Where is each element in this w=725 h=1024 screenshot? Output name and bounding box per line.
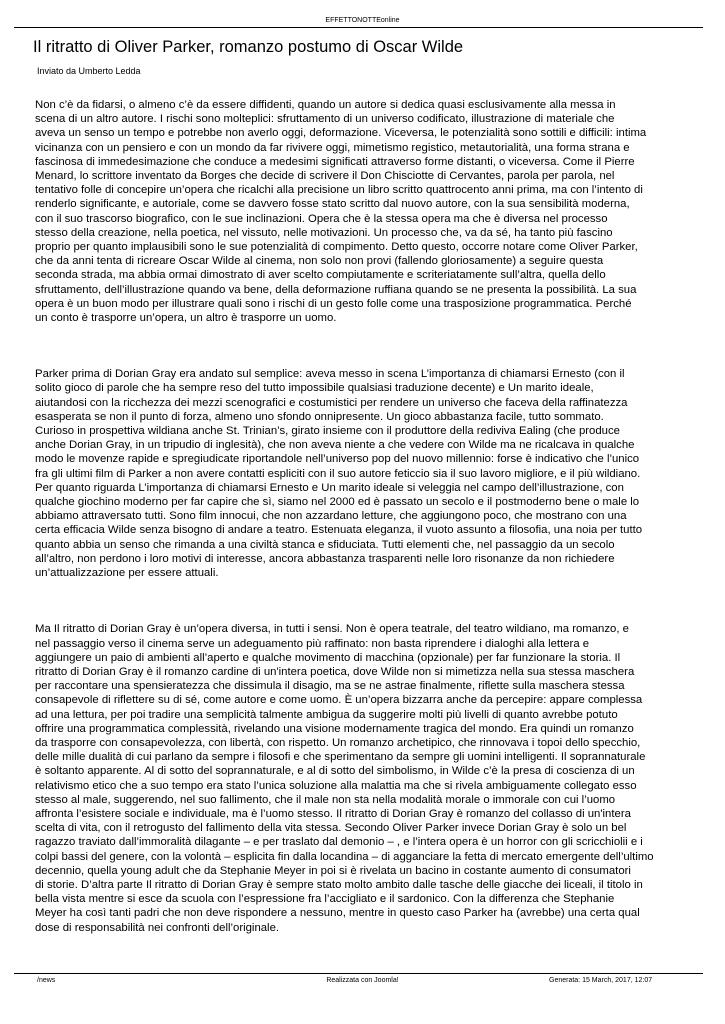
article-byline: Inviato da Umberto Ledda: [37, 66, 141, 76]
paragraph-line: vicinanza con un pensiero e con un mondo da far rivivere oggi, mimetismo registico, metautorialità, una forma strana e: [35, 141, 630, 154]
paragraph-line: esasperata se non il punto di forza, almeno uno sfondo onnipresente. Un gioco abbastanza facile, tutto sommato.: [35, 410, 604, 423]
article-body: [35, 98, 693, 935]
paragraph-line: è soltanto apparente. Al di sotto del soprannaturale, e al di sotto del simbolismo, in Wilde c’è la presa di coscienza di un: [35, 765, 635, 778]
paragraph-line: renderlo significante, e autoriale, come se davvero fosse stato scritto dal nuovo autore, con la sua sensibilità moderna,: [35, 198, 630, 211]
paragraph-line: sfruttamento, dell’illustrazione quando va bene, della deformazione ruffiana quando se ne presenta la possibilità. La sua: [35, 283, 637, 296]
paragraph-line: stesso al male, suggerendo, nel suo fallimento, che il male non sta nella modalità morale o immorale con cui l’uomo: [35, 793, 616, 806]
article-paragraph: [35, 622, 693, 934]
paragraph-line: fascinosa di immedesimazione che conduce a medesimi significati attraverso forme distanti, o viceversa. Come il Pierre: [35, 155, 635, 168]
header-divider: [14, 27, 703, 28]
paragraph-line: decennio, quella young adult che da Stephanie Meyer in poi si è rivelata un bacino in costante aumento di consumatori: [35, 864, 631, 877]
paragraph-line: Non c’è da fidarsi, o almeno c’è da essere diffidenti, quando un autore si dedica quasi esclusivamente alla messa in: [35, 99, 616, 111]
paragraph-line: relativismo etico che a suo tempo era stato l’unica soluzione alla malattia ma che si rivela ambiguamente collegato esso: [35, 779, 637, 792]
paragraph-line: tentativo folle di concepire un’opera che ricalchi alla precisione un libro scritto quattrocento anni prima, ma con l’intento di: [35, 184, 643, 197]
paragraph-line: modo le movenze rapide e spregiudicate riportandole nell’universo pop del nuovo millennio: forse è indicativo che l’unico: [35, 453, 640, 466]
paragraph-line: Menard, lo scrittore inventato da Borges che decide di scrivere il Don Chisciotte di Cervantes, parola per parola, nel: [35, 170, 615, 183]
paragraph-line: aveva un senso un tempo e potrebbe non averlo oggi, deformazione. Viceversa, le potenzialità sono sottili e difficili: intima: [35, 127, 647, 140]
paragraph-line: affronta l’esistere sociale e individuale, ma è l’uomo stesso. Il ritratto di Dorian Gray è romanzo del collasso di un'intera: [35, 807, 631, 820]
paragraph-line: aiutandosi con la ricchezza dei mezzi scenografici e costumistici per rendere un universo che faceva della raffinatezza: [35, 396, 628, 409]
paragraph-line: certa efficacia Wilde senza bisogno di andare a teatro. Estenuata eleganza, il vuoto assunto a filosofia, una noia per tutto: [35, 524, 643, 537]
paragraph-line: Per quanto riguarda L’importanza di chiamarsi Ernesto e Un marito ideale si veleggia nel campo dell’illustrazione, con: [35, 481, 624, 494]
paragraph-line: abbiamo attraversato tutti. Sono film innocui, che non azzardano letture, che aggiungono poco, che mostrano con una: [35, 510, 627, 523]
paragraph-line: bella vista mentre si esce da scuola con l’espressione fra l’accigliato e il sardonico. Con la differenza che Stephanie: [35, 893, 615, 906]
footer-generated-timestamp: Generata: 15 March, 2017, 12:07: [549, 977, 653, 984]
paragraph-line: ritratto di Dorian Gray è il romanzo cardine di un'intera poetica, dove Wilde non si mimetizza nella sua stessa maschera: [35, 665, 635, 678]
paragraph-line: anche Dorian Gray, in un tripudio di inglesità), che non aveva niente a che vedere con Wilde ma ne ricalcava in qualche: [35, 439, 635, 452]
paragraph-line: delle mille dualità di cui parlano da sempre i filosofi e che sperimentano da sempre gli uomini intelligenti. Il soprannaturale: [35, 751, 646, 764]
article-paragraph: [35, 98, 693, 325]
paragraph-line: fra gli ultimi film di Parker a non avere contatti espliciti con il suo autore feticcio sia il suo lavoro migliore, e il più wildiano.: [35, 467, 641, 480]
paragraph-line: dose di responsabilità nei confronti dell’originale.: [35, 921, 280, 934]
paragraph-line: un’attualizzazione per essere attuali.: [35, 567, 219, 580]
footer-credit: Realizzata con Joomla!: [326, 977, 399, 984]
paragraph-line: scelta di vita, con il retrogusto del fallimento della vita stessa. Secondo Oliver Parker invece Dorian Gray è solo un bel: [35, 822, 627, 835]
paragraph-line: aggiungere un paio di ambienti all’aperto e qualche movimento di macchina (opzionale) per far funzionare la storia. Il: [35, 651, 621, 664]
paragraph-line: di storie. D’altra parte Il ritratto di Dorian Gray è sempre stato molto ambito dalle tasche delle giacche dei liceali, il titolo in: [35, 878, 643, 891]
site-header: EFFETTONOTTEonline: [325, 17, 400, 24]
paragraph-line: solito gioco di parole che ha sempre reso del tutto impossibile qualsiasi traduzione decente) e Un marito ideale,: [35, 382, 594, 395]
paragraph-line: con il suo trascorso biografico, con le sue inclinazioni. Opera che è la stessa opera ma che è diversa nel processo: [35, 212, 608, 225]
paragraph-line: proprio per quanto implausibili sono le sue potenzialità di compimento. Detto questo, occorre notare come Oliver Parker,: [35, 241, 638, 254]
paragraph-line: ragazzo traviato dall’immoralità dilagante – e per traslato dal demonio – , e l’intera opera è un horror con gli scricchiolii e i: [35, 836, 643, 849]
paragraph-line: colpi bassi del genere, con la volontà – esplicita fin dalla locandina – di agganciare la fetta di mercato emergente dell’ultimo: [35, 850, 654, 863]
paragraph-line: Curioso in prospettiva wildiana anche St. Trinian’s, girato insieme con il produttore della rediviva Ealing (che produce: [35, 425, 620, 438]
paragraph-line: nel passaggio verso il cinema serve un adeguamento più raffinato: non basta riprendere i dialoghi alla lettera e: [35, 637, 590, 650]
paragraph-line: opera è un buon modo per illustrare quali sono i rischi di un gesto folle come una trasposizione programmatica. Perché: [35, 297, 632, 310]
paragraph-line: scena di un altro autore. I rischi sono molteplici: sfruttamento di un universo codificato, illustrazione di materiale che: [35, 113, 615, 126]
paragraph-line: stesso della creazione, nella poetica, nel vissuto, nelle motivazioni. Un processo che, va da sé, ha tanto più fascino: [35, 226, 613, 239]
paragraph-line: all’altro, non perdono i loro motivi di interesse, ancora abbastanza trasparenti nelle loro risonanze da non richiedere: [35, 552, 615, 565]
paragraph-line: Parker prima di Dorian Gray era andato sul semplice: aveva messo in scena L’importanza di chiamarsi Ernesto (con il: [35, 368, 625, 381]
footer-path-link[interactable]: /news: [37, 977, 56, 984]
paragraph-line: per raccontare una spensieratezza che dissimula il disagio, ma se ne astrae finalmente, riflette sulla maschera stessa: [35, 680, 625, 693]
article-title: Il ritratto di Oliver Parker, romanzo postumo di Oscar Wilde: [33, 38, 464, 56]
footer-divider: [14, 973, 703, 974]
paragraph-line: offrire una programmatica complessità, rivelando una visione modernamente tragica del mondo. Era quindi un romanzo: [35, 722, 634, 735]
paragraph-line: quanto abbia un senso che rimanda a una civiltà stanca e sfiduciata. Tutti elementi che, nel passaggio da un secolo: [35, 538, 615, 551]
paragraph-line: Ma Il ritratto di Dorian Gray è un’opera diversa, in tutti i sensi. Non è opera teatrale, del teatro wildiano, ma romanzo, e: [35, 623, 629, 636]
paragraph-line: da trasporre con consapevolezza, con libertà, con rispetto. Un romanzo archetipico, che rinnovava i topoi dello specchio,: [35, 736, 641, 749]
paragraph-line: Meyer ha così tanti padri che non deve rispondere a nessuno, mentre in questo caso Parker ha (avrebbe) una certa qual: [35, 907, 640, 920]
article-paragraph: [35, 367, 693, 580]
paragraph-line: consapevole di riflettere su di sé, come autore e come uomo. È un’opera bizzarra anche da percepire: appare complessa: [35, 694, 643, 707]
paragraph-line: che da anni tenta di ricreare Oscar Wilde al cinema, non solo non provi (fallendo gloriosamente) a seguire questa: [35, 255, 604, 268]
paragraph-line: seconda strada, ma abbia ormai dimostrato di aver scelto compiutamente e scriteriatamente sull’altra, quella dello: [35, 269, 606, 282]
paragraph-line: ad una lettura, per poi tradire una semplicità talmente ambigua da suggerire molti più livelli di quanto avrebbe potuto: [35, 708, 618, 721]
paragraph-line: un conto è trasporre un’opera, un altro è trasporre un uomo.: [35, 312, 337, 325]
paragraph-line: qualche giochino moderno per far capire che sì, siamo nel 2000 ed è passato un secolo e il postmoderno bene o male lo: [35, 496, 640, 509]
